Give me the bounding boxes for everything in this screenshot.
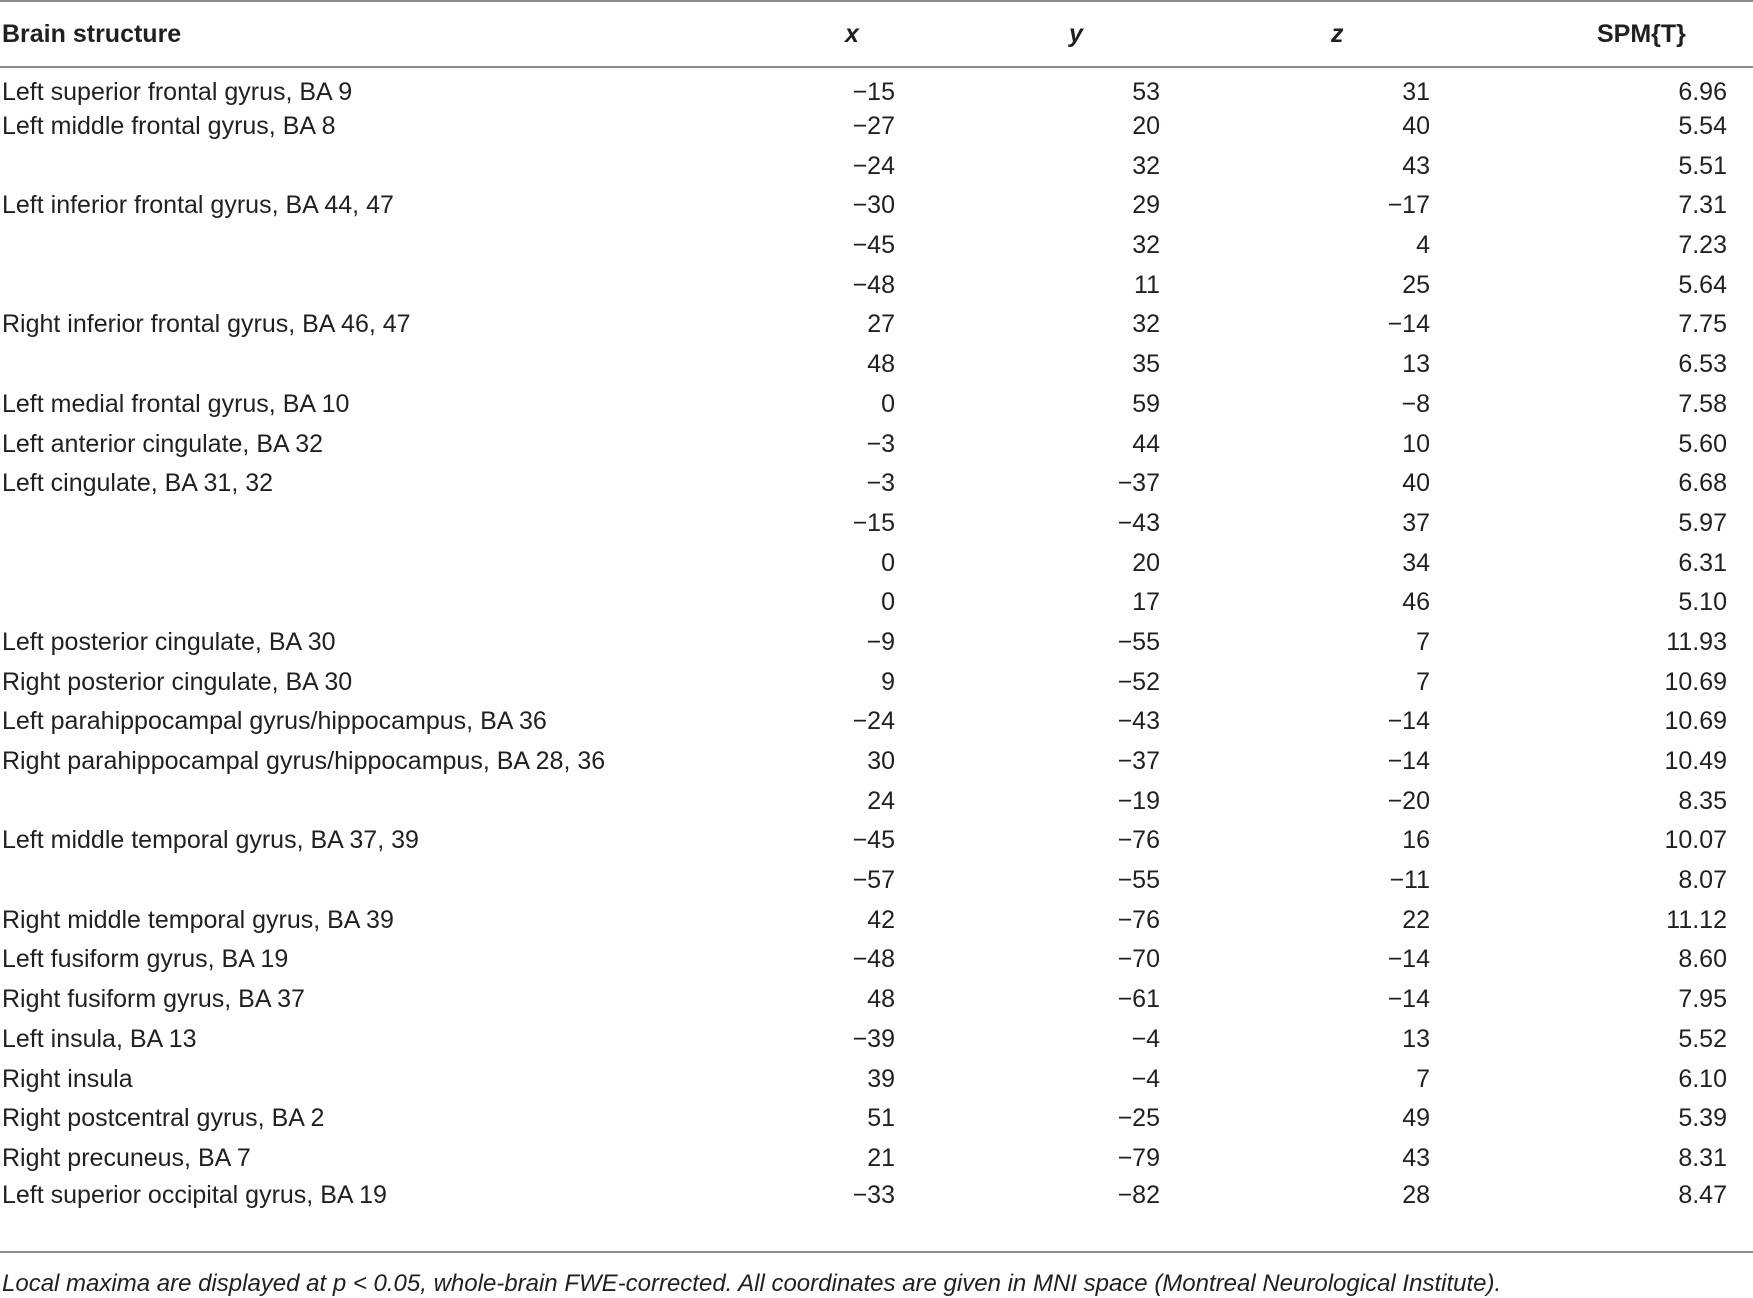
cell-y: −76 xyxy=(1117,905,1160,934)
table-row xyxy=(0,583,1753,623)
cell-spm-t: 11.12 xyxy=(1666,905,1727,934)
cell-z: 10 xyxy=(1402,429,1430,458)
cell-brain-structure: Left medial frontal gyrus, BA 10 xyxy=(2,389,350,418)
table-row xyxy=(0,1178,1753,1218)
cell-z: 28 xyxy=(1402,1180,1430,1209)
header-z: z xyxy=(1288,1,1550,67)
cell-x: −48 xyxy=(852,945,895,974)
cell-brain-structure xyxy=(0,504,800,544)
header-y: y xyxy=(1016,1,1288,67)
cell-brain-structure: Left middle frontal gyrus, BA 8 xyxy=(2,112,336,141)
cell-z: 7 xyxy=(1416,1064,1430,1093)
table-row xyxy=(0,900,1753,940)
cell-y: −61 xyxy=(1117,985,1160,1014)
cell-y: 44 xyxy=(1132,429,1160,458)
table-row xyxy=(0,226,1753,266)
cell-x: −30 xyxy=(852,191,895,220)
cell-spm-t: 8.31 xyxy=(1678,1143,1727,1172)
cell-spm-t: 7.23 xyxy=(1678,231,1727,260)
cell-y: 29 xyxy=(1132,191,1160,220)
cell-spm-t: 5.52 xyxy=(1678,1024,1727,1053)
cell-brain-structure: Left middle temporal gyrus, BA 37, 39 xyxy=(2,826,419,855)
cell-x: 0 xyxy=(881,389,895,418)
cell-spm-t: 7.58 xyxy=(1678,389,1727,418)
cell-spm-t: 8.07 xyxy=(1678,866,1727,895)
cell-spm-t: 5.51 xyxy=(1678,151,1727,180)
cell-z: 16 xyxy=(1402,826,1430,855)
cell-brain-structure: Right posterior cingulate, BA 30 xyxy=(2,667,353,696)
cell-spm-t: 7.75 xyxy=(1678,310,1727,339)
cell-x: −15 xyxy=(852,77,895,106)
cell-spm-t: 8.35 xyxy=(1678,786,1727,815)
table-row xyxy=(0,861,1753,901)
table-row xyxy=(0,504,1753,544)
cell-spm-t: 5.39 xyxy=(1678,1104,1727,1133)
cell-y: 35 xyxy=(1132,350,1160,379)
cell-y: 20 xyxy=(1132,548,1160,577)
cell-z: 43 xyxy=(1402,151,1430,180)
cell-z: 7 xyxy=(1416,667,1430,696)
cell-z: 7 xyxy=(1416,627,1430,656)
cell-brain-structure: Left anterior cingulate, BA 32 xyxy=(2,429,324,458)
cell-brain-structure: Left insula, BA 13 xyxy=(2,1024,197,1053)
cell-x: −3 xyxy=(866,469,895,498)
cell-z: −14 xyxy=(1387,707,1430,736)
cell-x: 24 xyxy=(867,786,895,815)
cell-brain-structure: Left superior frontal gyrus, BA 9 xyxy=(2,77,353,106)
cell-z: 13 xyxy=(1402,350,1430,379)
cell-x: 39 xyxy=(867,1064,895,1093)
cell-x: 9 xyxy=(881,667,895,696)
cell-z: 37 xyxy=(1402,508,1430,537)
cell-spm-t: 8.60 xyxy=(1678,945,1727,974)
cell-y: −25 xyxy=(1117,1104,1160,1133)
cell-spm-t: 5.64 xyxy=(1678,270,1727,299)
table-row xyxy=(0,1099,1753,1139)
table-body xyxy=(0,67,1753,1218)
cell-brain-structure: Right postcentral gyrus, BA 2 xyxy=(2,1104,325,1133)
cell-x: −3 xyxy=(866,429,895,458)
cell-x: 0 xyxy=(881,588,895,617)
cell-y: 32 xyxy=(1132,231,1160,260)
cell-y: −19 xyxy=(1117,786,1160,815)
cell-y: 20 xyxy=(1132,112,1160,141)
cell-y: 53 xyxy=(1132,77,1160,106)
table-row xyxy=(0,107,1753,147)
cell-z: 40 xyxy=(1402,469,1430,498)
cell-x: −24 xyxy=(852,707,895,736)
cell-brain-structure xyxy=(0,146,800,186)
cell-brain-structure xyxy=(0,781,800,821)
table-footnote: Local maxima are displayed at p < 0.05, whole-brain FWE-corrected. All coordinates are given in MNI space (Montreal Neurological Institute). xyxy=(2,1270,1502,1297)
table-row xyxy=(0,67,1753,107)
cell-brain-structure xyxy=(0,345,800,385)
header-row xyxy=(0,1,1753,67)
cell-z: −14 xyxy=(1387,945,1430,974)
table-row xyxy=(0,305,1753,345)
cell-y: −4 xyxy=(1131,1024,1160,1053)
cell-brain-structure: Left cingulate, BA 31, 32 xyxy=(2,469,274,498)
cell-brain-structure: Right inferior frontal gyrus, BA 46, 47 xyxy=(2,310,411,339)
cell-z: −14 xyxy=(1387,747,1430,776)
cell-x: −45 xyxy=(852,826,895,855)
cell-x: 48 xyxy=(867,350,895,379)
cell-spm-t: 8.47 xyxy=(1678,1180,1727,1209)
cell-brain-structure: Right fusiform gyrus, BA 37 xyxy=(2,985,305,1014)
cell-spm-t: 5.10 xyxy=(1678,588,1727,617)
table-row xyxy=(0,702,1753,742)
cell-brain-structure: Left fusiform gyrus, BA 19 xyxy=(2,945,289,974)
table-row xyxy=(0,623,1753,663)
cell-y: 11 xyxy=(1134,270,1160,299)
cell-z: −14 xyxy=(1387,985,1430,1014)
cell-x: 51 xyxy=(867,1104,895,1133)
table-row xyxy=(0,742,1753,782)
cell-z: 31 xyxy=(1402,77,1430,106)
cell-spm-t: 11.93 xyxy=(1666,627,1727,656)
cell-brain-structure xyxy=(0,861,800,901)
cell-spm-t: 6.96 xyxy=(1678,77,1727,106)
cell-brain-structure: Right insula xyxy=(2,1064,133,1093)
cell-brain-structure: Right middle temporal gyrus, BA 39 xyxy=(2,905,394,934)
cell-y: −37 xyxy=(1117,469,1160,498)
cell-spm-t: 6.31 xyxy=(1678,548,1727,577)
table-row xyxy=(0,1059,1753,1099)
cell-x: −24 xyxy=(852,151,895,180)
cell-z: 49 xyxy=(1402,1104,1430,1133)
cell-y: −37 xyxy=(1117,747,1160,776)
cell-y: −55 xyxy=(1117,627,1160,656)
table-row xyxy=(0,940,1753,980)
table-row xyxy=(0,781,1753,821)
cell-brain-structure: Left posterior cingulate, BA 30 xyxy=(2,627,336,656)
cell-y: −79 xyxy=(1117,1143,1160,1172)
table-row xyxy=(0,186,1753,226)
cell-spm-t: 10.49 xyxy=(1664,747,1727,776)
cell-spm-t: 10.07 xyxy=(1664,826,1727,855)
cell-y: 32 xyxy=(1132,151,1160,180)
cell-x: 30 xyxy=(867,747,895,776)
cell-z: −17 xyxy=(1387,191,1430,220)
table-row xyxy=(0,424,1753,464)
cell-y: −43 xyxy=(1117,508,1160,537)
cell-spm-t: 7.95 xyxy=(1678,985,1727,1014)
cell-y: −76 xyxy=(1117,826,1160,855)
cell-brain-structure: Right parahippocampal gyrus/hippocampus, BA 28, 36 xyxy=(2,747,606,776)
cell-z: 25 xyxy=(1402,270,1430,299)
cell-z: −20 xyxy=(1387,786,1430,815)
cell-spm-t: 5.97 xyxy=(1678,508,1727,537)
cell-spm-t: 6.68 xyxy=(1678,469,1727,498)
table-row xyxy=(0,662,1753,702)
cell-spm-t: 7.31 xyxy=(1678,191,1727,220)
table-row xyxy=(0,1020,1753,1060)
cell-x: −39 xyxy=(852,1024,895,1053)
cell-x: 27 xyxy=(867,310,895,339)
cell-x: 21 xyxy=(867,1143,895,1172)
cell-x: 48 xyxy=(867,985,895,1014)
cell-y: −55 xyxy=(1117,866,1160,895)
cell-spm-t: 10.69 xyxy=(1664,707,1727,736)
cell-spm-t: 10.69 xyxy=(1664,667,1727,696)
cell-x: 0 xyxy=(881,548,895,577)
cell-spm-t: 6.53 xyxy=(1678,350,1727,379)
table-row xyxy=(0,980,1753,1020)
cell-x: −48 xyxy=(852,270,895,299)
cell-x: −33 xyxy=(852,1180,895,1209)
table-bottom-rule xyxy=(0,1251,1753,1253)
cell-y: 17 xyxy=(1132,588,1160,617)
cell-brain-structure: Left superior occipital gyrus, BA 19 xyxy=(2,1180,387,1209)
cell-z: −8 xyxy=(1401,389,1430,418)
table-row xyxy=(0,821,1753,861)
cell-z: −11 xyxy=(1389,866,1430,895)
cell-brain-structure: Left inferior frontal gyrus, BA 44, 47 xyxy=(2,191,394,220)
cell-z: 46 xyxy=(1402,588,1430,617)
cell-y: −70 xyxy=(1117,945,1160,974)
cell-y: 59 xyxy=(1132,389,1160,418)
table-row xyxy=(0,1139,1753,1179)
cell-y: −52 xyxy=(1117,667,1160,696)
cell-brain-structure xyxy=(0,265,800,305)
cell-spm-t: 5.54 xyxy=(1678,112,1727,141)
cell-y: −43 xyxy=(1117,707,1160,736)
cell-spm-t: 6.10 xyxy=(1678,1064,1727,1093)
cell-z: 34 xyxy=(1402,548,1430,577)
cell-z: 40 xyxy=(1402,112,1430,141)
cell-brain-structure xyxy=(0,543,800,583)
cell-z: 4 xyxy=(1416,231,1430,260)
cell-y: 32 xyxy=(1132,310,1160,339)
cell-x: −27 xyxy=(852,112,895,141)
cell-x: −45 xyxy=(852,231,895,260)
table-row xyxy=(0,385,1753,425)
cell-z: −14 xyxy=(1387,310,1430,339)
header-brain-structure: Brain structure xyxy=(0,1,800,67)
table-row xyxy=(0,345,1753,385)
cell-z: 22 xyxy=(1402,905,1430,934)
cell-z: 43 xyxy=(1402,1143,1430,1172)
cell-spm-t: 5.60 xyxy=(1678,429,1727,458)
table-row xyxy=(0,265,1753,305)
cell-x: −15 xyxy=(852,508,895,537)
cell-x: 42 xyxy=(867,905,895,934)
cell-z: 13 xyxy=(1402,1024,1430,1053)
cell-x: −57 xyxy=(852,866,895,895)
cell-brain-structure xyxy=(0,583,800,623)
table-header xyxy=(0,1,1753,67)
table-row xyxy=(0,543,1753,583)
header-x: x xyxy=(800,1,1016,67)
cell-x: −9 xyxy=(866,627,895,656)
cell-brain-structure: Right precuneus, BA 7 xyxy=(2,1143,251,1172)
header-spm-t: SPM{T} xyxy=(1550,1,1753,67)
table-row xyxy=(0,146,1753,186)
cell-y: −4 xyxy=(1131,1064,1160,1093)
cell-brain-structure: Left parahippocampal gyrus/hippocampus, BA 36 xyxy=(2,707,547,736)
cell-y: −82 xyxy=(1117,1180,1160,1209)
cell-brain-structure xyxy=(0,226,800,266)
table-row xyxy=(0,464,1753,504)
